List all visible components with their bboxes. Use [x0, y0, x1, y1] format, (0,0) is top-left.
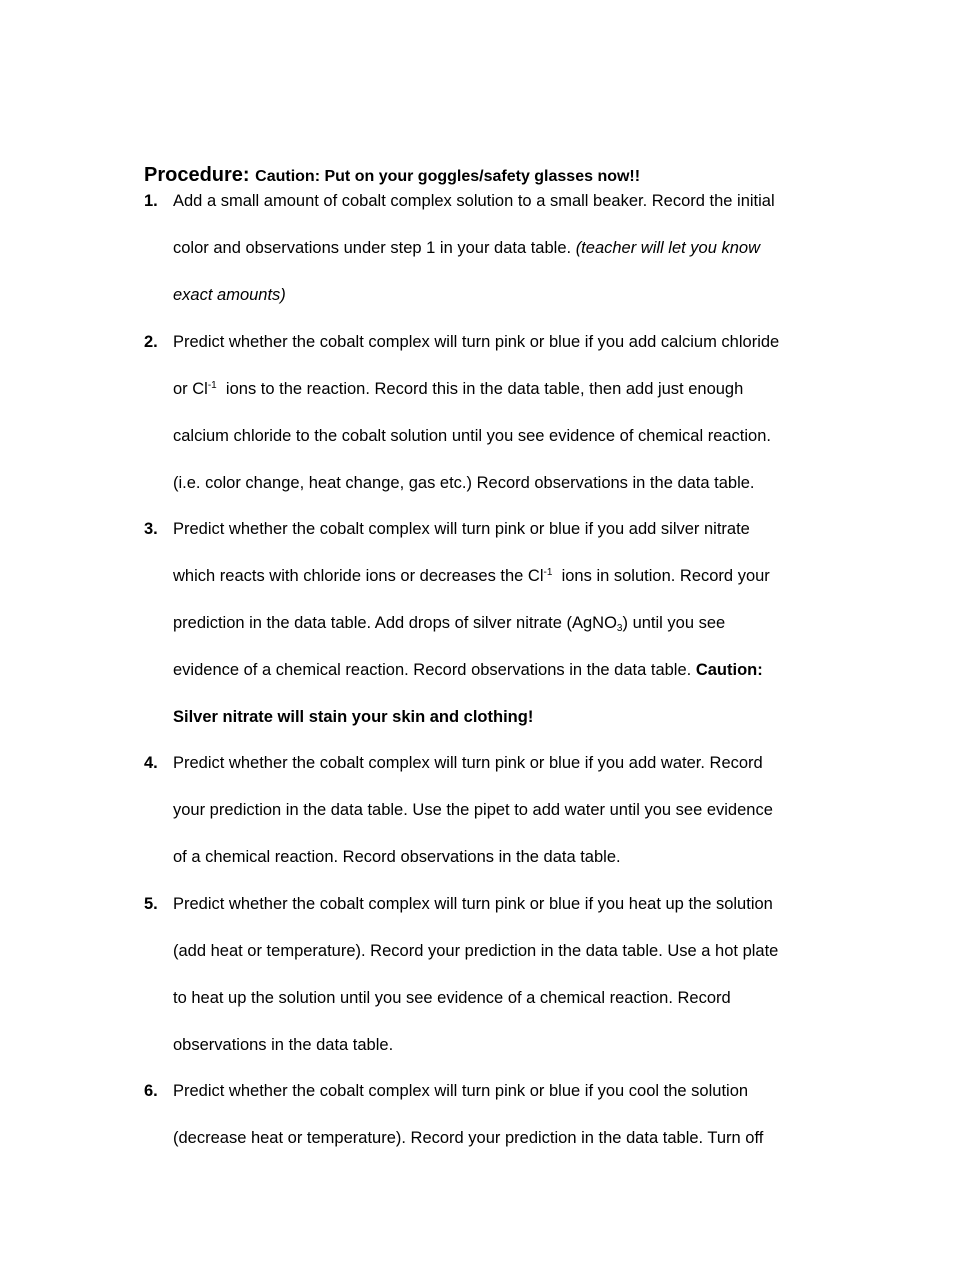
procedure-title: Procedure: [144, 164, 250, 186]
step-line: Predict whether the cobalt complex will turn pink or blue if you heat up the solution [173, 895, 773, 913]
charge-superscript: -1 [207, 380, 217, 391]
formula-subscript: 3 [616, 623, 623, 634]
step-line: Predict whether the cobalt complex will turn pink or blue if you add water. Record [173, 754, 763, 772]
step-line: exact amounts) [173, 286, 286, 304]
step-number: 3. [144, 520, 158, 538]
step-line: of a chemical reaction. Record observations in the data table. [173, 848, 621, 866]
step-line: (decrease heat or temperature). Record your prediction in the data table. Turn off [173, 1129, 764, 1147]
step-line: Add a small amount of cobalt complex solution to a small beaker. Record the initial [173, 192, 775, 210]
goggles-caution: Caution: Put on your goggles/safety glasses now!! [255, 168, 641, 185]
step-line: observations in the data table. [173, 1036, 394, 1054]
step-number: 6. [144, 1082, 158, 1100]
step-line: calcium chloride to the cobalt solution until you see evidence of chemical reaction. [173, 427, 771, 445]
step-line: evidence of a chemical reaction. Record observations in the data table. Caution: [173, 661, 763, 679]
silver-nitrate-caution-label: Caution: [695, 661, 763, 679]
step-number: 5. [144, 895, 158, 913]
step-number: 4. [144, 754, 158, 772]
step-number: 1. [144, 192, 158, 210]
step-line: to heat up the solution until you see evidence of a chemical reaction. Record [173, 989, 731, 1007]
step-line: color and observations under step 1 in your data table. (teacher will let you know [173, 239, 761, 257]
step-line: Predict whether the cobalt complex will turn pink or blue if you add silver nitrate [173, 520, 750, 538]
silver-nitrate-caution: Silver nitrate will stain your skin and clothing! [173, 708, 534, 726]
step-line: (add heat or temperature). Record your prediction in the data table. Use a hot plate [173, 942, 779, 960]
step-line: your prediction in the data table. Use the pipet to add water until you see evidence [173, 801, 773, 819]
step-line: which reacts with chloride ions or decreases the $Cl^{-1}$ ions in solution. Record your [173, 567, 770, 585]
charge-superscript: -1 [543, 567, 553, 578]
step-line: prediction in the data table. Add drops of silver nitrate (AgNO$_3$) until you see [173, 614, 726, 634]
step-line: (i.e. color change, heat change, gas etc.) Record observations in the data table. [173, 474, 755, 492]
step-line: Predict whether the cobalt complex will turn pink or blue if you add calcium chloride [173, 333, 780, 351]
step-line: or $Cl^{-1}$ ions to the reaction. Record this in the data table, then add just enough [173, 380, 744, 398]
step-line: Predict whether the cobalt complex will turn pink or blue if you cool the solution [173, 1082, 749, 1100]
step-number: 2. [144, 333, 158, 351]
teacher-note: (teacher will let you know [575, 239, 761, 257]
